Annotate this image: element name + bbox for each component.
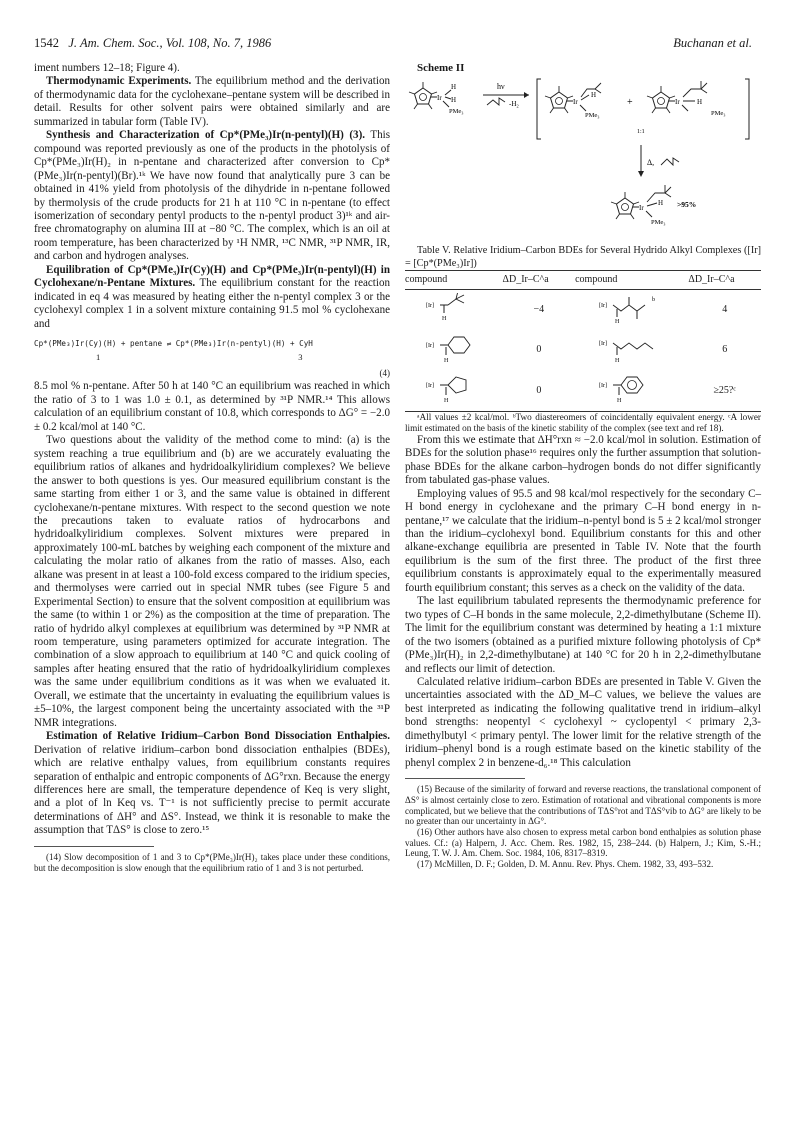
left-column xyxy=(34,62,390,873)
compound-label: 3 xyxy=(298,351,303,362)
header-cell: compound xyxy=(575,271,688,289)
paragraph-text: The equilibrium constant for the reaction indicated in eq 4 was measured by heating either the n-pentyl complex 3 or the cyclohexyl complex 1 in a solvent mixture containing 91.5 mol % cyclohexane and xyxy=(34,277,390,330)
ir-label: [Ir] xyxy=(425,383,434,390)
table-row xyxy=(405,289,761,330)
footnote-16: (16) Other authors have also chosen to express metal carbon bond enthalpies as solution phase values. Cf.: (a) Halpern, J. Acc. Chem. Res. 1982, 15, 238–244. (b) Halpern, J.; Kim, S.-H.; Leung, T. W. J. Am. Chem. Soc. 1984, 106, 8317–8319. xyxy=(405,826,761,859)
ratio-label: 1:1 xyxy=(637,129,645,136)
structure-neopentyl xyxy=(405,289,503,330)
h-label: H xyxy=(451,96,457,105)
ir-label: Ir xyxy=(573,98,578,107)
ir-label: [Ir] xyxy=(425,302,434,309)
table-footnotes: ᵃAll values ±2 kcal/mol. ᵇTwo diastereomers of coincidentally equivalent energy. ᶜA lower limit estimated on the basis of the kinetic stability of the complex (see text and ref 18). xyxy=(405,411,761,433)
footnote-17: (17) McMillen, D. F.; Golden, D. M. Annu. Rev. Phys. Chem. 1982, 33, 493–532. xyxy=(417,859,714,870)
pme3-label: PMe₃ xyxy=(711,110,726,118)
minus-h2-label: -H₂ xyxy=(509,100,519,109)
equation-number: (4) xyxy=(379,367,390,378)
paragraph: Calculated relative iridium–carbon BDEs are presented in Table V. Given the uncertainties associated with the ΔD_M–C values, we believe the values are best interpreted as indicating the following qualitative trend in iridium–alkyl bond strengths: neopentyl < cyclohexyl ~ cyclopentyl < primary 2,3-dimethylbutyl < primary pentyl. The lower limit for the relative strength of the iridium–phenyl bond is a rough estimate based on the kinetic stability of the phenyl complex 2 in benzene-d₆.¹⁸ This calculation xyxy=(405,675,761,769)
secondary-isomer xyxy=(647,81,726,117)
h-label: H xyxy=(451,83,457,92)
dimethylbutyl-structure xyxy=(597,293,667,323)
primary-isomer xyxy=(545,83,601,119)
running-header xyxy=(34,36,271,51)
header-cell: compound xyxy=(405,271,503,289)
cp-star-iridium-dihydride xyxy=(409,82,464,115)
section-heading: Equilibration of Cp*(PMe₃)Ir(Cy)(H) and Cp*(PMe₃)Ir(n-pentyl)(H) in Cyclohexane/n-Pentane Mixtures. xyxy=(34,263,390,290)
table-v xyxy=(405,270,761,411)
structure-cyclopentyl xyxy=(405,370,503,411)
h-label: H xyxy=(616,398,622,405)
pme3-label: PMe₃ xyxy=(651,219,666,227)
h-label: H xyxy=(591,91,597,100)
photolysis-arrow xyxy=(483,82,529,108)
h-label: H xyxy=(443,398,449,405)
ir-label: Ir xyxy=(437,94,442,103)
running-authors: Buchanan et al. xyxy=(673,36,752,50)
section-heading: Thermodynamic Experiments. xyxy=(46,75,192,88)
ir-label: [Ir] xyxy=(425,342,434,349)
section-heading: Synthesis and Characterization of Cp*(PMe₃)Ir(n-pentyl)(H) (3). xyxy=(46,129,366,142)
neopentyl-structure xyxy=(424,293,484,323)
plus-sign: + xyxy=(627,97,633,109)
table-row xyxy=(405,330,761,370)
page-number: 1542 xyxy=(34,36,59,50)
h-label: H xyxy=(614,357,620,364)
paragraph-estimation xyxy=(34,730,390,838)
table-header-row xyxy=(405,271,761,289)
paragraph-synthesis xyxy=(34,129,390,264)
footnote-rule xyxy=(405,778,525,779)
value-cell: 6 xyxy=(722,344,728,356)
scheme-ii-drawing xyxy=(405,75,761,245)
footnote-mark: b xyxy=(651,296,655,303)
h-label: H xyxy=(697,98,703,107)
pme3-label: PMe₃ xyxy=(449,108,464,116)
paragraph: Two questions about the validity of the method come to mind: (a) is the system reaching a true equilibrium and (b) are we accurately evaluating the equilibrium ratios of alkanes and hydridoalkyliridium complexes? We believe the answer to both questions is yes. Our measured equilibrium constant is the same starting from either 1 or 3, and the same value is obtained in different cyclohexane/n-pentane mixtures. With respect to the second question we note the precautions taken to evaluate ratios of hydrocarbons and hydridoalkyliridium complexes. Solvent mixtures were prepared in approximately 100-mL batches by weighing each component of the mixture and calculating the molar ratio of alkanes from the ratio of masses. Also, each alkane was present in at least a 100-fold excess compared to the iridium species, and thermolyses were carried out in special NMR tubes (see Figure 5 and Experimental Section) to ensure that the solvent composition at equilibrium was the same (to within 1 or 2%) as the composition at the time of preparation. The ratio of hydrido alkyl complexes at equilibrium was determined by ³¹P NMR at room temperature, using parameters optimized for accurate integration. The combination of a slow approach to equilibrium at 140 °C and quick cooling of samples after heating ensured that the ratio of hydridoalkyliridium complexes was the same under equilibrium conditions as it was when we evaluated it. Overall, we estimate that the uncertainty in evaluating the equilibrium values is ±5–10%, the largest component being the uncertainty associated with the ³¹P NMR integrations. xyxy=(34,434,390,729)
paragraph-text: The equilibrium method and the derivation of thermodynamic data for the cyclohexane–pentane system will be described in detail. Results for other solvent pairs were obtained similarly and are summarized in tabular form (Table IV). xyxy=(34,75,390,128)
scheme-ii xyxy=(405,75,761,245)
paragraph: iment numbers 12–18; Figure 4). xyxy=(34,62,180,74)
pme3-label: PMe₃ xyxy=(585,112,600,120)
phenyl-structure xyxy=(597,371,667,405)
ir-label: Ir xyxy=(675,98,680,107)
paragraph: The last equilibrium tabulated represents the thermodynamic preference for two types of C–H bonds in the same molecule, 2,2-dimethylbutane (Scheme II). The limit for the equilibrium constant was determined by heating a 1:1 mixture of the two isomers (obtained as a purified mixture following photolysis of Cp*(PMe₃)Ir(H)₂ in 2,2-dimethylbutane) at 140 °C for 20 h in 2,2-dimethylbutane and reflects our limit of detection. xyxy=(405,595,761,675)
structure-phenyl xyxy=(575,370,688,411)
journal-name: J. Am. Chem. Soc., xyxy=(68,36,163,50)
structure-pentyl xyxy=(575,330,688,370)
thermolysis-arrow xyxy=(638,145,679,177)
paragraph: Employing values of 95.5 and 98 kcal/mol respectively for the secondary C–H bond energy in cyclohexane and the primary C–H bond energy in n-pentane,¹⁷ we calculate that the iridium–n-pentyl bond is 5 ± 2 kcal/mol stronger than the iridium–cyclohexyl bond. Equilibrium constants for this and other alkane-exchange equilibria are presented in Table IV. Note that the fourth equilibrium is the sum of the first three. The product of the first three equilibrium constants is approximately equal to the experimentally measured fourth equilibrium constant; this serves as a check on the validity of the data. xyxy=(405,487,761,594)
section-heading: Estimation of Relative Iridium–Carbon Bond Dissociation Enthalpies. xyxy=(46,730,390,743)
right-column xyxy=(405,62,761,870)
value-cell: 0 xyxy=(536,344,542,356)
paragraph-thermodynamic xyxy=(34,75,390,129)
equation-labels xyxy=(34,351,390,364)
ir-label: [Ir] xyxy=(598,383,607,390)
footnote-15: (15) Because of the similarity of forward and reverse reactions, the translational component of ΔS° is almost certainly close to zero. Estimation of rotational and vibrational components is more complicated, but we believe that the contributions of TΔS°rot and TΔS°vib to ΔG° are likely to be no greater than our uncertainty in ΔG°. xyxy=(405,784,761,827)
paragraph: From this we estimate that ΔH°rxn ≈ −2.0 kcal/mol in solution. Estimation of BDEs for the solution phase¹⁶ requires only the further assumption that solution-phase BDEs for the alkane carbon–hydrogen bonds do not differ significantly from tabulated gas-phase values. xyxy=(405,433,762,487)
table-caption: Table V. Relative Iridium–Carbon BDEs for Several Hydrido Alkyl Complexes ([Ir] = [Cp*(PMe₃)Ir]) xyxy=(405,245,761,269)
value-cell: −4 xyxy=(533,304,545,316)
compound-label: 1 xyxy=(96,351,101,362)
journal-volume: Vol. 108, No. 7, 1986 xyxy=(165,36,272,50)
h-label: H xyxy=(441,315,447,322)
h-label: H xyxy=(614,318,620,323)
cyclohexyl-structure xyxy=(424,331,484,365)
pentyl-structure xyxy=(597,331,667,365)
paragraph-text: Derivation of relative iridium–carbon bond dissociation enthalpies (BDEs), which are relative enthalpy values, from equilibrium constants requires separation of enthalpic and entropic components of ΔG°rxn. Because the energy differences here are small, the temperature dependence of Keq is very slight, and a plot of ln Keq vs. T⁻¹ is not sufficiently precise to permit accurate determinations of ΔH° and ΔS°. Instead, we think it is resonable to make the assumption that TΔS° is close to zero.¹⁵ xyxy=(34,743,390,837)
equation-4: Cp*(PMe₃)Ir(Cy)(H) + pentane ⇌ Cp*(PMe₃)Ir(n-pentyl)(H) + CyH xyxy=(34,339,313,349)
footnote-14: (14) Slow decomposition of 1 and 3 to Cp*(PMe₃)Ir(H)₂ takes place under these conditions, but the decomposition is slow enough that the equilibrium ratio of 1 and 3 is not perturbed. xyxy=(34,851,390,873)
structure-dimethylbutyl xyxy=(575,289,688,330)
paragraph: 8.5 mol % n-pentane. After 50 h at 140 °C an equilibrium was reached in which the ratio of 3 to 1 was 1.0 ± 0.1, as determined by ³¹P NMR.¹⁴ This allows calculation of an equilibrium constant of 10.8, which corresponds to ΔG° = −2.0 ± 0.2 kcal/mol at 140 °C. xyxy=(34,380,390,433)
scheme-title: Scheme II xyxy=(417,62,465,74)
h-label: H xyxy=(658,199,664,208)
header-cell: ΔD_Ir–C^a xyxy=(503,271,576,289)
footnote-rule xyxy=(34,846,154,847)
product-complex xyxy=(611,185,696,226)
value-cell: 4 xyxy=(722,304,728,316)
header-cell: ΔD_Ir–C^a xyxy=(688,271,761,289)
structure-cyclohexyl xyxy=(405,330,503,370)
table-row xyxy=(405,370,761,411)
hv-label: hν xyxy=(497,82,505,92)
cyclopentyl-structure xyxy=(424,371,484,405)
ir-label: [Ir] xyxy=(598,302,607,309)
value-cell: 0 xyxy=(503,370,576,411)
ir-label: Ir xyxy=(639,204,644,213)
yield-label: >95% xyxy=(677,200,697,210)
paragraph-equilibration xyxy=(34,264,390,331)
h-label: H xyxy=(443,357,449,364)
ir-label: [Ir] xyxy=(598,340,607,347)
delta-label: Δ, xyxy=(647,158,655,168)
value-cell: ≥25?ᶜ xyxy=(688,370,761,411)
paragraph-text: This compound was reported previously as one of the products in the photolysis of Cp*(PMe₃)Ir(H)₂ in n-pentane and characterized after conversion to Cp*(PMe₃)Ir(n-pentyl)(Br).¹ᵏ We have now found that analytically pure 3 can be obtained in 41% yield from photolysis of the dihydride in n-pentane followed by thermolysis of the crude products for 21 h at 110 °C in n-pentane (to effect isomerization of secondary pentyl products to the n-pentyl product 3)¹ᵏ and air-free chromatography on alumina III at −80 °C. The complex, which is an oil at room temperature, has been characterized by ¹H NMR, ¹³C NMR, ³¹P NMR, IR, and carbon and hydrogen analyses. xyxy=(34,129,390,263)
